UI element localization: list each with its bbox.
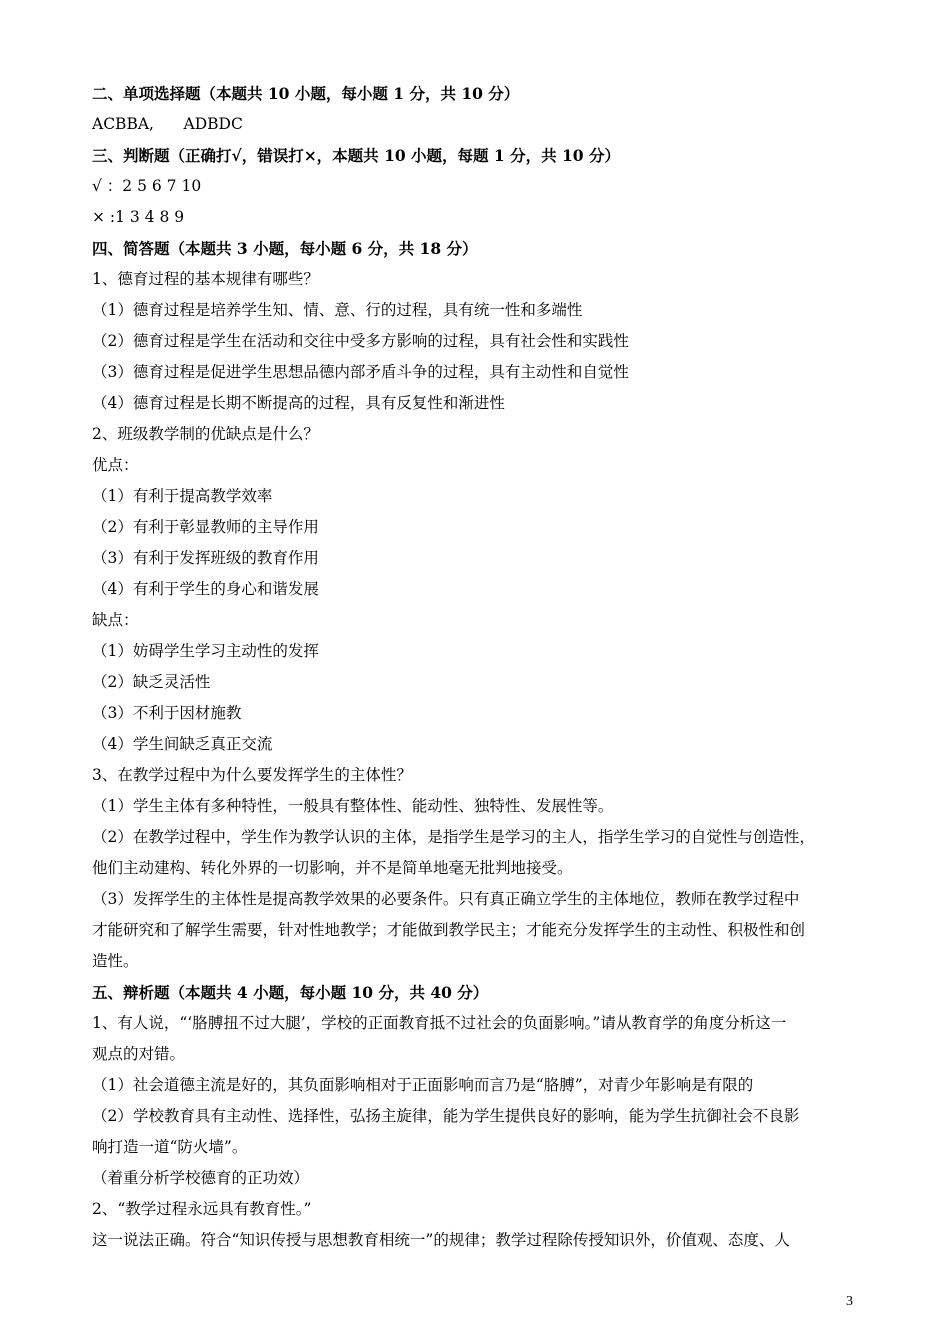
question-title: 1、德育过程的基本规律有哪些？ — [92, 270, 319, 288]
cons-label: 缺点： — [92, 611, 139, 629]
answer-item: （3）德育过程是促进学生思想品德内部矛盾斗争的过程，具有主动性和自觉性 — [92, 363, 629, 381]
answer-line: （2）学校教育具有主动性、选择性，弘扬主旋律，能为学生提供良好的影响，能为学生抗御社会不良影 — [92, 1107, 800, 1125]
answer-item: （3）有利于发挥班级的教育作用 — [92, 549, 319, 567]
question-title: 3、在教学过程中为什么要发挥学生的主体性？ — [92, 766, 412, 784]
answer-line: 他们主动建构、转化外界的一切影响，并不是简单地毫无批判地接受。 — [92, 859, 573, 877]
answer-item: （4）德育过程是长期不断提高的过程，具有反复性和渐进性 — [92, 394, 505, 412]
pros-label: 优点： — [92, 456, 139, 474]
answer-line: （1）学生主体有多种特性，一般具有整体性、能动性、独特性、发展性等。 — [92, 797, 614, 815]
page-number: 3 — [846, 1294, 853, 1309]
section-3-heading: 三、判断题（正确打√，错误打×，本题共 10 小题，每题 1 分，共 10 分） — [92, 146, 620, 165]
answer-item: （1）有利于提高教学效率 — [92, 487, 273, 505]
answer-line: （着重分析学校德育的正功效） — [92, 1169, 310, 1187]
answer-line: （1）社会道德主流是好的，其负面影响相对于正面影响而言乃是“胳膊”，对青少年影响是有限的 — [92, 1076, 754, 1094]
answer-item: （1）妨碍学生学习主动性的发挥 — [92, 642, 319, 660]
section-5-heading: 五、辩析题（本题共 4 小题，每小题 10 分，共 40 分） — [92, 983, 489, 1002]
answer-line: 这一说法正确。符合“知识传授与思想教育相统一”的规律；教学过程除传授知识外，价值观、态度、人 — [92, 1231, 790, 1249]
answer-line: 才能研究和了解学生需要，针对性地教学；才能做到教学民主；才能充分发挥学生的主动性、积极性和创 — [92, 921, 806, 939]
section-2-answers: ACBBA, ADBDC — [92, 115, 243, 133]
section-3-correct: √ ：2 5 6 7 10 — [92, 177, 202, 195]
answer-item: （4）学生间缺乏真正交流 — [92, 735, 273, 753]
question-title: 观点的对错。 — [92, 1045, 186, 1063]
answer-line: 响打造一道“防火墙”。 — [92, 1138, 248, 1156]
section-3-wrong: × :1 3 4 8 9 — [92, 208, 185, 226]
section-4-heading: 四、简答题（本题共 3 小题，每小题 6 分，共 18 分） — [92, 239, 478, 258]
question-title: 2、“教学过程永远具有教育性。” — [92, 1200, 312, 1218]
answer-line: 造性。 — [92, 952, 139, 970]
question-title: 2、班级教学制的优缺点是什么？ — [92, 425, 319, 443]
answer-line: （3）发挥学生的主体性是提高教学效果的必要条件。只有真正确立学生的主体地位，教师在教学过程中 — [92, 890, 800, 908]
answer-item: （3）不利于因材施教 — [92, 704, 242, 722]
section-2-heading: 二、单项选择题（本题共 10 小题，每小题 1 分，共 10 分） — [92, 84, 520, 103]
question-title: 1、有人说，“‘胳膊扭不过大腿’，学校的正面教育抵不过社会的负面影响。”请从教育学的角度分析这一 — [92, 1014, 787, 1032]
answer-item: （4）有利于学生的身心和谐发展 — [92, 580, 319, 598]
answer-item: （2）德育过程是学生在活动和交往中受多方影响的过程，具有社会性和实践性 — [92, 332, 629, 350]
document-page — [92, 78, 864, 1256]
answer-line: （2）在教学过程中，学生作为教学认识的主体，是指学生是学习的主人，指学生学习的自觉性与创造性， — [92, 828, 815, 846]
answer-item: （1）德育过程是培养学生知、情、意、行的过程，具有统一性和多端性 — [92, 301, 583, 319]
answer-item: （2）有利于彰显教师的主导作用 — [92, 518, 319, 536]
answer-item: （2）缺乏灵活性 — [92, 673, 211, 691]
